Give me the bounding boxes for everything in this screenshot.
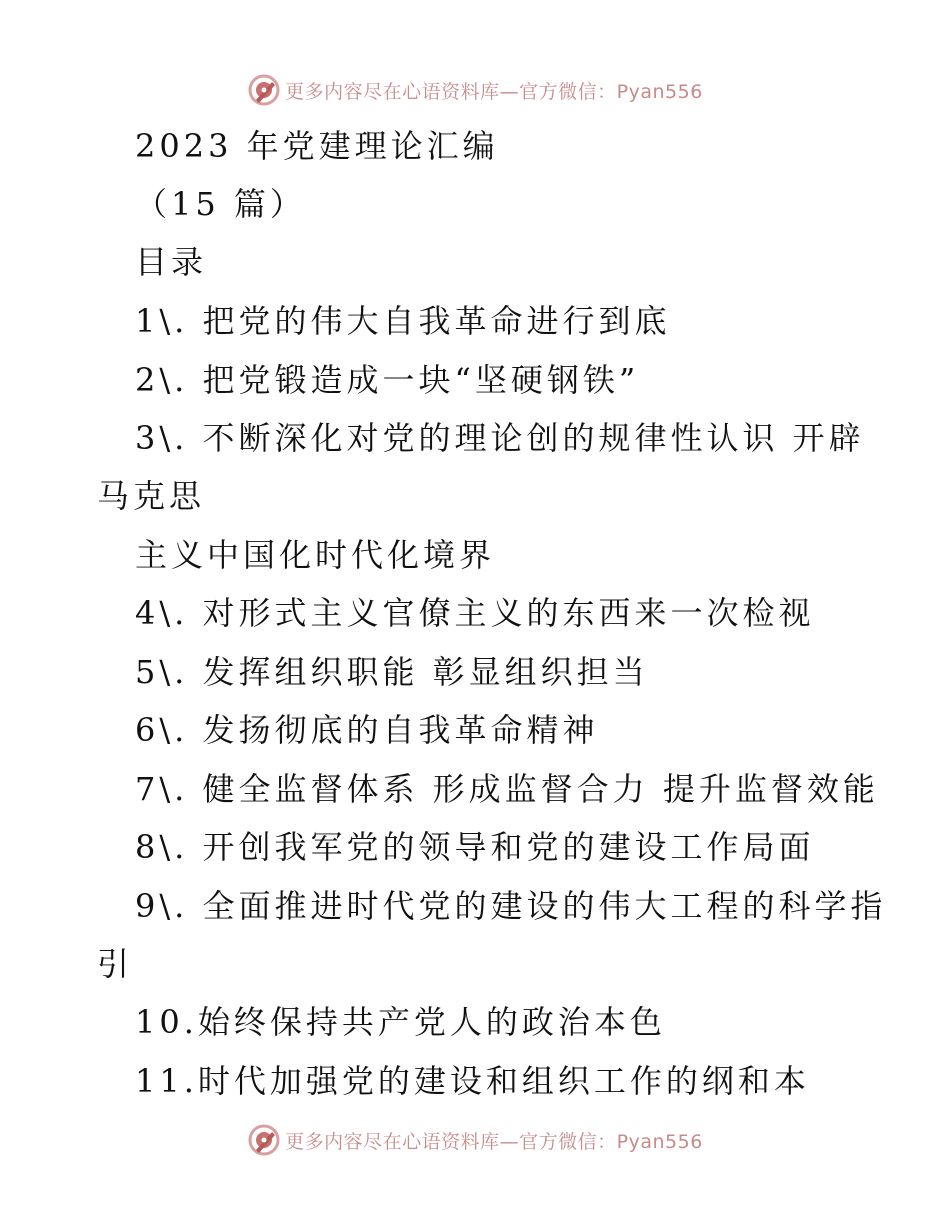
footer-watermark: [0, 1120, 950, 1160]
toc-item: 5\. 发挥组织职能 彰显组织担当: [135, 653, 649, 691]
toc-item: 10.始终保持共产党人的政治本色: [135, 1003, 666, 1041]
toc-item: 1\. 把党的伟大自我革命进行到底: [135, 302, 671, 340]
toc-item: 11.时代加强党的建设和组织工作的纲和本: [135, 1062, 810, 1100]
toc-item: 2\. 把党锻造成一块“坚硬钢铁”: [135, 361, 640, 399]
toc-item: 8\. 开创我军党的领导和党的建设工作局面: [135, 828, 815, 866]
toc-item: 6\. 发扬彻底的自我革命精神: [135, 711, 599, 749]
toc-item: 4\. 对形式主义官僚主义的东西来一次检视: [135, 594, 815, 632]
pen-logo-icon: [247, 73, 281, 107]
document-count: （15 篇）: [135, 185, 306, 223]
toc-item: 9\. 全面推进时代党的建设的伟大工程的科学指: [135, 887, 887, 925]
toc-heading: 目录: [135, 243, 208, 281]
document-title: 2023 年党建理论汇编: [135, 127, 499, 165]
toc-item: 7\. 健全监督体系 形成监督合力 提升监督效能: [135, 770, 879, 808]
watermark-text: 更多内容尽在心语资料库—官方微信：Pyan556: [285, 80, 703, 103]
watermark-text: 更多内容尽在心语资料库—官方微信：Pyan556: [285, 1130, 703, 1153]
toc-item: 3\. 不断深化对党的理论创的规律性认识 开辟: [135, 419, 865, 457]
toc-item-continuation: 引: [97, 945, 134, 983]
pen-logo-icon: [247, 1123, 281, 1157]
header-watermark: [0, 70, 950, 110]
toc-item-continuation: 马克思: [97, 477, 206, 515]
toc-item-continuation: 主义中国化时代化境界: [135, 536, 496, 574]
